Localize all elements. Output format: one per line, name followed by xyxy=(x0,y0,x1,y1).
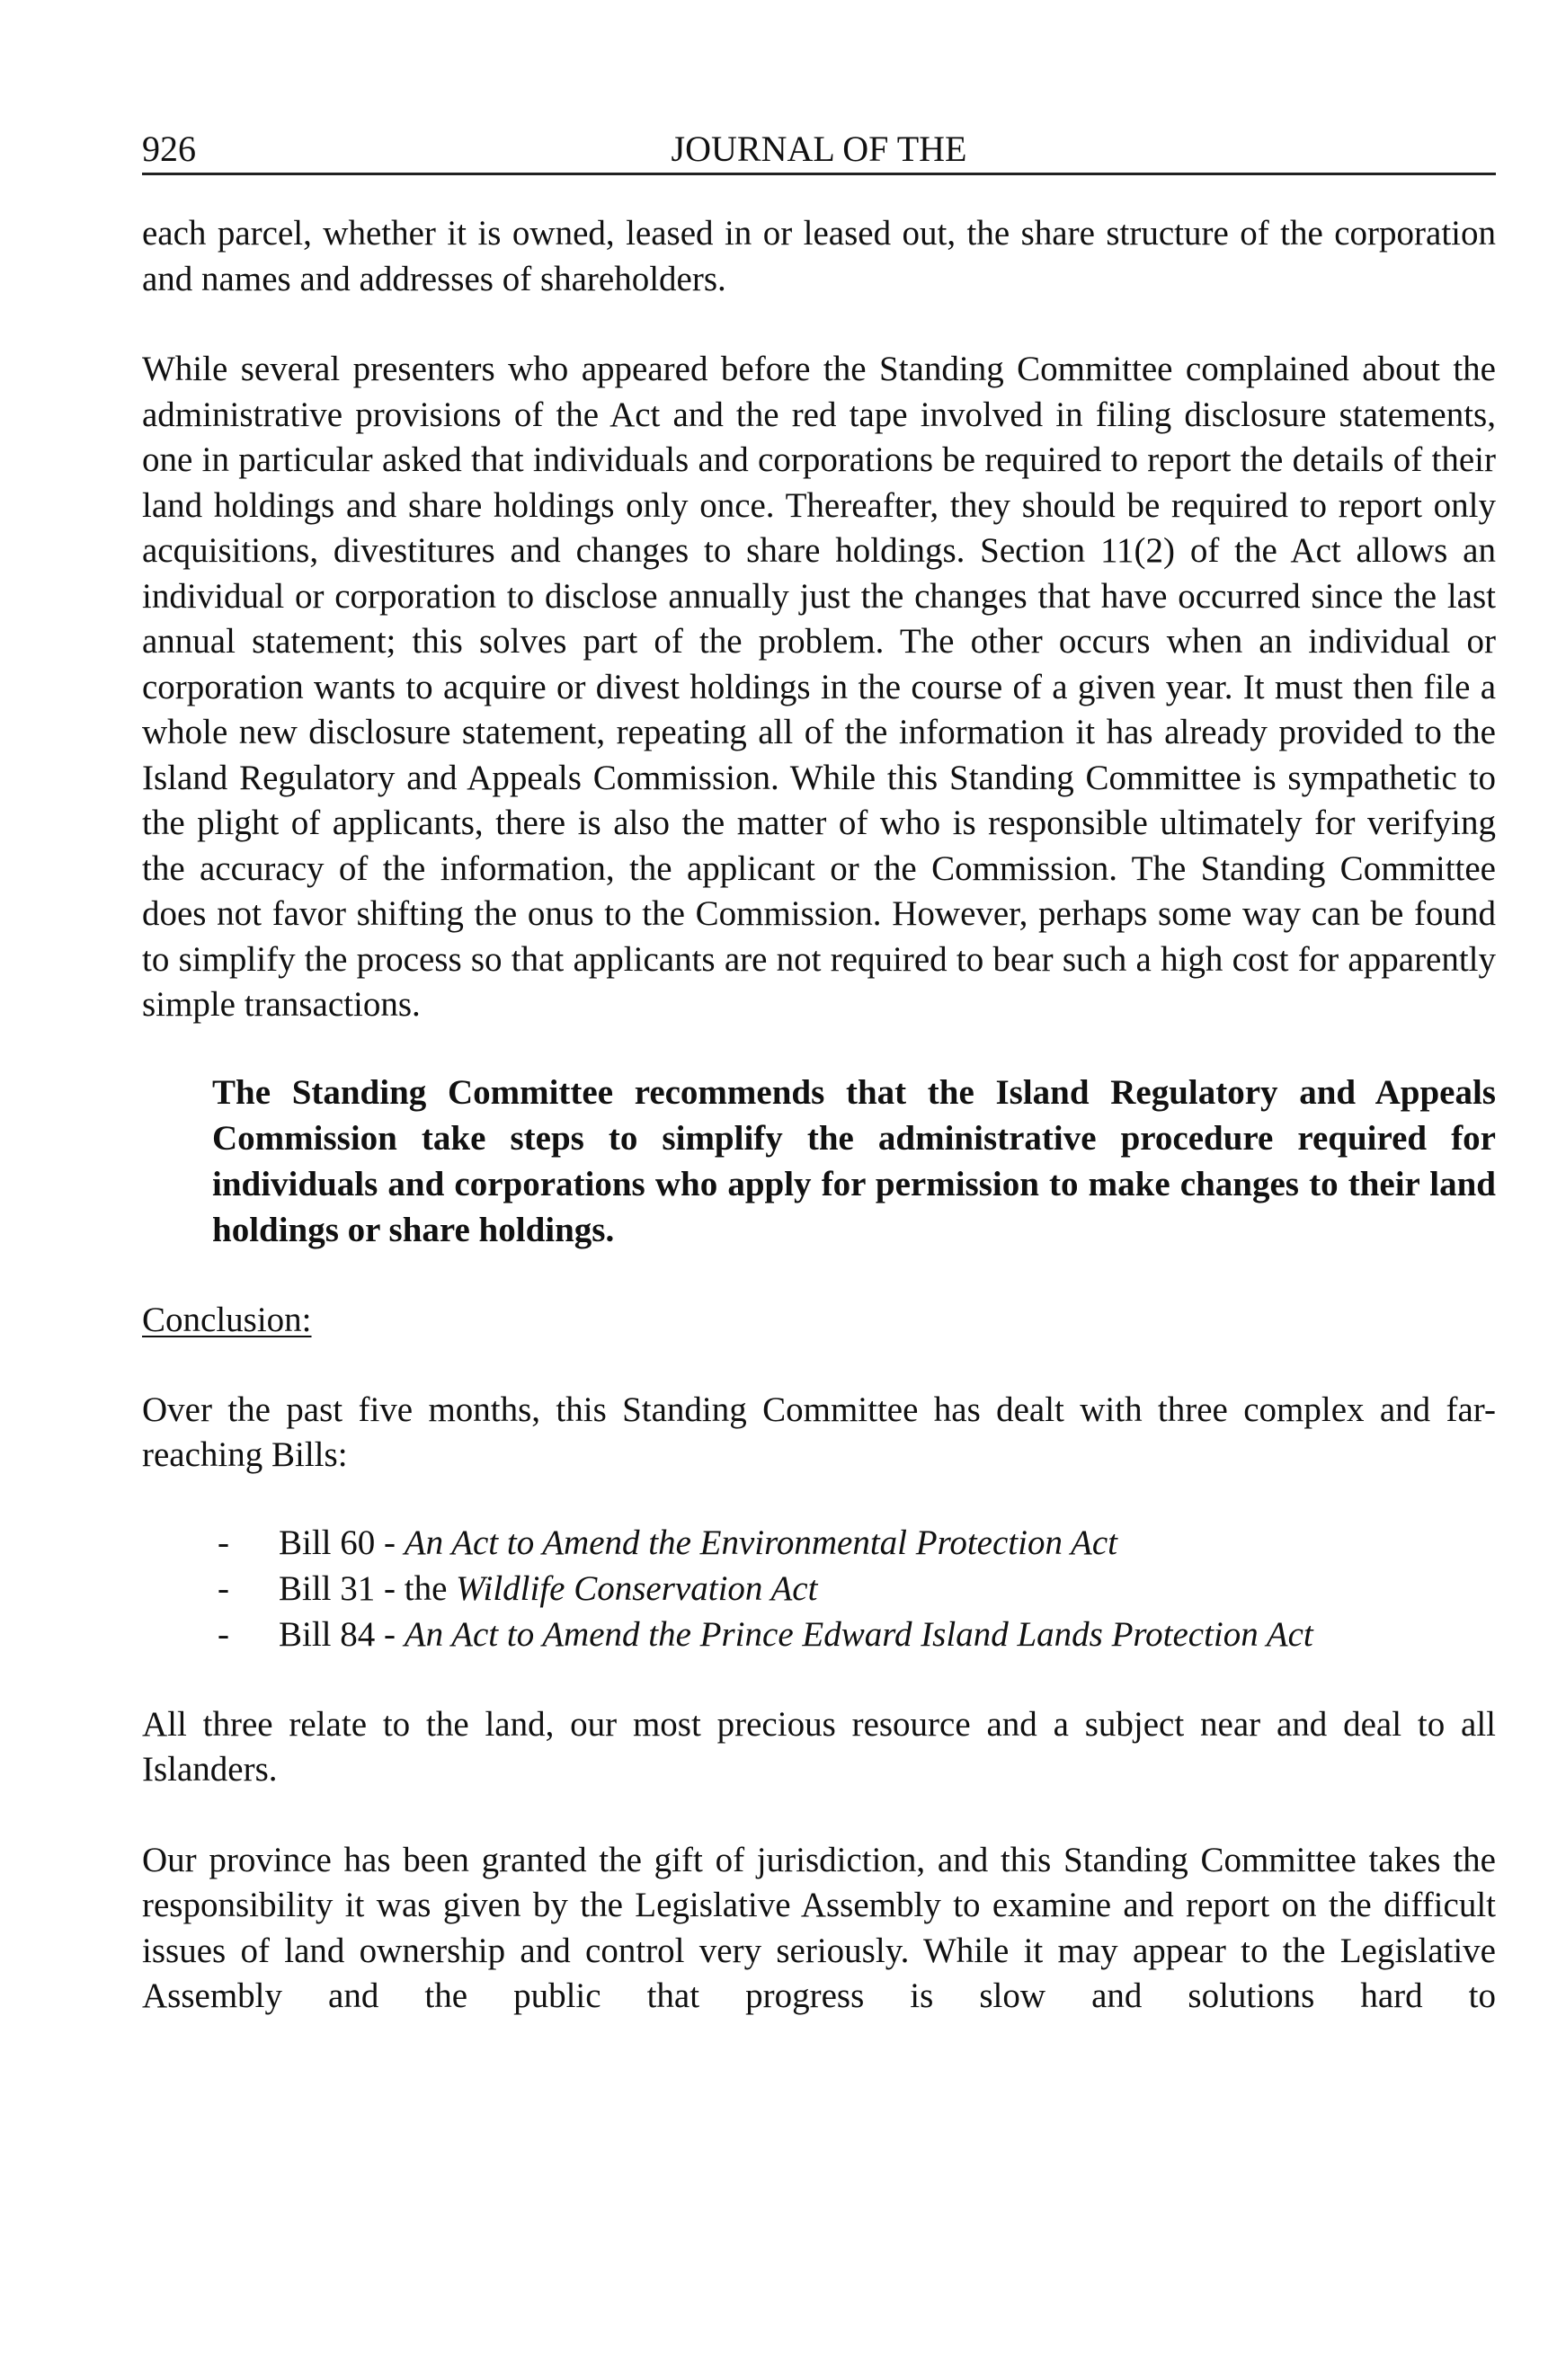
bill-item xyxy=(142,1612,1496,1657)
bill-title: Wildlife Conservation Act xyxy=(456,1568,818,1608)
list-dash: - xyxy=(218,1568,229,1608)
bill-item xyxy=(142,1520,1496,1566)
bill-title: An Act to Amend the Prince Edward Island Lands Protection Act xyxy=(404,1614,1313,1654)
conclusion-heading: Conclusion: xyxy=(142,1300,312,1339)
page-number: 926 xyxy=(142,129,196,169)
bill-number: Bill 84 - xyxy=(279,1614,405,1654)
bill-number: Bill 31 - xyxy=(279,1568,405,1608)
paragraph-continuation: each parcel, whether it is owned, leased in or leased out, the share structure of the corporation and names and addresses of shareholders. xyxy=(142,214,1496,298)
paragraph-bills-intro: Over the past five months, this Standing Committee has dealt with three complex and far-reaching Bills: xyxy=(142,1390,1496,1474)
paragraph-jurisdiction: Our province has been granted the gift of jurisdiction, and this Standing Committee takes the responsibility it was given by the Legislative Assembly to examine and report on the difficult issues of land ownership and control very seriously. While it may appear to the Legislative Assembly and the public that progress is slow and solutions hard to xyxy=(142,1840,1496,2015)
list-dash: - xyxy=(218,1614,229,1654)
bills-list xyxy=(142,1520,1496,1657)
bill-item xyxy=(142,1566,1496,1612)
document-page xyxy=(142,126,1496,2020)
paragraph-land-relation: All three relate to the land, our most precious resource and a subject near and deal to all Islanders. xyxy=(142,1704,1496,1789)
committee-recommendation: The Standing Committee recommends that the Island Regulatory and Appeals Commission take steps to simplify the administrative procedure required for individuals and corporations who apply for permission to make changes to their land holdings or share holdings. xyxy=(212,1072,1496,1249)
bill-number: Bill 60 - xyxy=(279,1523,405,1562)
running-head xyxy=(142,126,1496,175)
list-dash: - xyxy=(218,1523,229,1562)
paragraph-presenters-complaints: While several presenters who appeared before the Standing Committee complained about the administrative provisions of the Act and the red tape involved in filing disclosure statements, one in particular asked that individuals and corporations be required to report the details of their land holdings and share holdings only once. Thereafter, they should be required to report only acquisitions, divestitures and changes to share holdings. Section 11(2) of the Act allows an individual or corporation to disclose annually just the changes that have occurred since the last annual statement; this solves part of the problem. The other occurs when an individual or corporation wants to acquire or divest holdings in the course of a given year. It must then file a whole new disclosure statement, repeating all of the information it has already provided to the Island Regulatory and Appeals Commission. While this Standing Committee is sympathetic to the plight of applicants, there is also the matter of who is responsible ultimately for verifying the accuracy of the information, the applicant or the Commission. The Standing Committee does not favor shifting the onus to the Commission. However, perhaps some way can be found to simplify the process so that applicants are not required to bear such a high cost for apparently simple transactions. xyxy=(142,350,1496,1024)
journal-title: JOURNAL OF THE xyxy=(671,129,967,169)
bill-title: An Act to Amend the Environmental Protection Act xyxy=(404,1523,1117,1562)
bill-prefix: the xyxy=(404,1568,457,1608)
